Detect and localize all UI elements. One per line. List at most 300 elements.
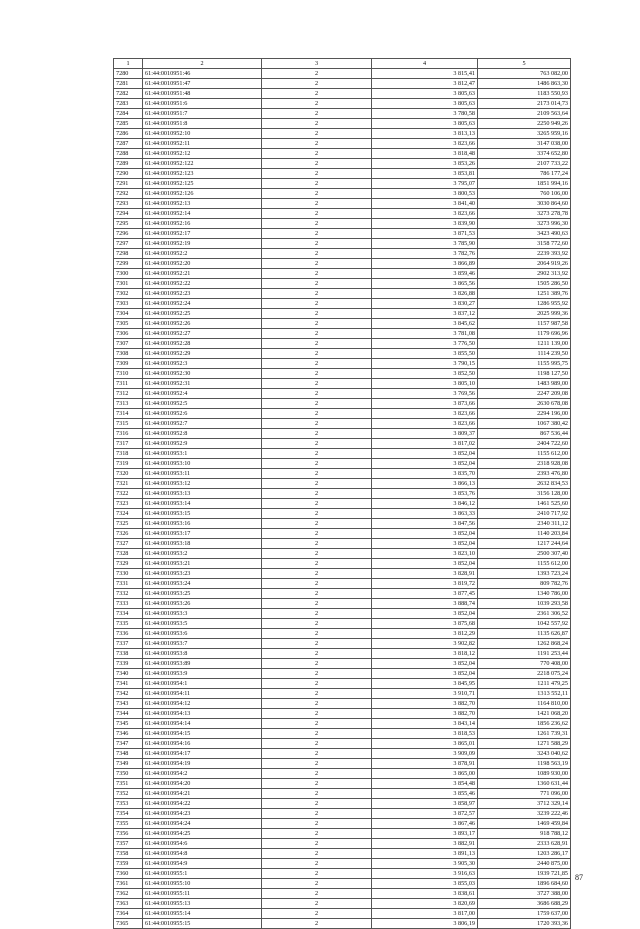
group-cell: 2 [262, 829, 372, 839]
table-row [114, 829, 571, 839]
cadastral-number-cell: 61:44:0010953:15 [143, 509, 262, 519]
group-cell: 2 [262, 409, 372, 419]
group-cell: 2 [262, 769, 372, 779]
table-row [114, 409, 571, 419]
cadastral-value-cell: 1720 393,36 [478, 919, 571, 929]
group-cell: 2 [262, 259, 372, 269]
cadastral-number-cell: 61:44:0010954:15 [143, 729, 262, 739]
group-cell: 2 [262, 709, 372, 719]
value-cell: 3 781,08 [372, 329, 478, 339]
group-cell: 2 [262, 779, 372, 789]
group-cell: 2 [262, 569, 372, 579]
group-cell: 2 [262, 839, 372, 849]
cadastral-number-cell: 61:44:0010952:4 [143, 389, 262, 399]
cadastral-number-cell: 61:44:0010951:7 [143, 109, 262, 119]
group-cell: 2 [262, 219, 372, 229]
table-row [114, 319, 571, 329]
cadastral-number-cell: 61:44:0010952:24 [143, 299, 262, 309]
cadastral-value-cell: 2404 722,60 [478, 439, 571, 449]
cadastral-number-cell: 61:44:0010952:21 [143, 269, 262, 279]
cadastral-value-cell: 1461 525,60 [478, 499, 571, 509]
table-row [114, 729, 571, 739]
cadastral-value-cell: 1483 989,00 [478, 379, 571, 389]
row-number-cell: 7364 [114, 909, 143, 919]
group-cell: 2 [262, 919, 372, 929]
group-cell: 2 [262, 809, 372, 819]
cadastral-number-cell: 61:44:0010952:26 [143, 319, 262, 329]
value-cell: 3 841,40 [372, 199, 478, 209]
group-cell: 2 [262, 889, 372, 899]
table-row [114, 849, 571, 859]
row-number-cell: 7331 [114, 579, 143, 589]
group-cell: 2 [262, 199, 372, 209]
cadastral-value-cell: 2247 209,08 [478, 389, 571, 399]
cadastral-value-cell: 3273 996,30 [478, 219, 571, 229]
cadastral-value-cell: 867 536,44 [478, 429, 571, 439]
cadastral-value-cell: 1203 286,17 [478, 849, 571, 859]
table-row [114, 579, 571, 589]
row-number-cell: 7328 [114, 549, 143, 559]
value-cell: 3 865,01 [372, 739, 478, 749]
cadastral-number-cell: 61:44:0010953:25 [143, 589, 262, 599]
group-cell: 2 [262, 449, 372, 459]
cadastral-number-cell: 61:44:0010952:10 [143, 129, 262, 139]
row-number-cell: 7338 [114, 649, 143, 659]
row-number-cell: 7285 [114, 119, 143, 129]
table-row [114, 439, 571, 449]
value-cell: 3 817,00 [372, 909, 478, 919]
table-row [114, 369, 571, 379]
cadastral-value-cell: 1067 380,42 [478, 419, 571, 429]
row-number-cell: 7308 [114, 349, 143, 359]
row-number-cell: 7335 [114, 619, 143, 629]
cadastral-value-cell: 1261 739,31 [478, 729, 571, 739]
table-row [114, 419, 571, 429]
value-cell: 3 823,66 [372, 209, 478, 219]
row-number-cell: 7322 [114, 489, 143, 499]
cadastral-value-cell: 3686 688,29 [478, 899, 571, 909]
row-number-cell: 7317 [114, 439, 143, 449]
cadastral-value-cell: 2025 999,36 [478, 309, 571, 319]
group-cell: 2 [262, 99, 372, 109]
cadastral-value-cell: 3156 128,00 [478, 489, 571, 499]
table-row [114, 749, 571, 759]
group-cell: 2 [262, 439, 372, 449]
cadastral-value-cell: 1505 286,50 [478, 279, 571, 289]
table-row [114, 509, 571, 519]
cadastral-value-cell: 1089 930,00 [478, 769, 571, 779]
row-number-cell: 7334 [114, 609, 143, 619]
value-cell: 3 905,30 [372, 859, 478, 869]
cadastral-value-cell: 3273 278,78 [478, 209, 571, 219]
page-number: 87 [575, 873, 583, 882]
cadastral-value-cell: 1286 955,92 [478, 299, 571, 309]
value-cell: 3 871,53 [372, 229, 478, 239]
table-row [114, 109, 571, 119]
value-cell: 3 815,41 [372, 69, 478, 79]
table-row [114, 799, 571, 809]
group-cell: 2 [262, 539, 372, 549]
row-number-cell: 7336 [114, 629, 143, 639]
table-row [114, 309, 571, 319]
row-number-cell: 7306 [114, 329, 143, 339]
table-row [114, 719, 571, 729]
value-cell: 3 852,04 [372, 449, 478, 459]
value-cell: 3 852,04 [372, 609, 478, 619]
table-row [114, 529, 571, 539]
table-row [114, 179, 571, 189]
cadastral-value-cell: 1217 244,64 [478, 539, 571, 549]
cadastral-value-cell: 1251 389,76 [478, 289, 571, 299]
row-number-cell: 7302 [114, 289, 143, 299]
cadastral-number-cell: 61:44:0010953:13 [143, 489, 262, 499]
value-cell: 3 910,71 [372, 689, 478, 699]
cadastral-number-cell: 61:44:0010953:2 [143, 549, 262, 559]
table-row [114, 219, 571, 229]
row-number-cell: 7343 [114, 699, 143, 709]
cadastral-value-cell: 2500 307,40 [478, 549, 571, 559]
table-row [114, 909, 571, 919]
value-cell: 3 878,91 [372, 759, 478, 769]
cadastral-number-cell: 61:44:0010954:24 [143, 819, 262, 829]
cadastral-value-cell: 2107 733,22 [478, 159, 571, 169]
row-number-cell: 7359 [114, 859, 143, 869]
row-number-cell: 7310 [114, 369, 143, 379]
cadastral-number-cell: 61:44:0010954:25 [143, 829, 262, 839]
table-row [114, 839, 571, 849]
group-cell: 2 [262, 759, 372, 769]
value-cell: 3 845,95 [372, 679, 478, 689]
cadastral-number-cell: 61:44:0010952:122 [143, 159, 262, 169]
value-cell: 3 805,63 [372, 99, 478, 109]
table-row [114, 759, 571, 769]
cadastral-value-cell: 2440 875,00 [478, 859, 571, 869]
cadastral-number-cell: 61:44:0010953:23 [143, 569, 262, 579]
value-cell: 3 852,04 [372, 669, 478, 679]
row-number-cell: 7342 [114, 689, 143, 699]
value-cell: 3 873,66 [372, 399, 478, 409]
cadastral-number-cell: 61:44:0010954:20 [143, 779, 262, 789]
row-number-cell: 7350 [114, 769, 143, 779]
cadastral-number-cell: 61:44:0010952:125 [143, 179, 262, 189]
table-row [114, 249, 571, 259]
cadastral-value-cell: 1759 637,00 [478, 909, 571, 919]
table-row [114, 189, 571, 199]
table-row [114, 899, 571, 909]
table-row [114, 429, 571, 439]
table-row [114, 689, 571, 699]
cadastral-number-cell: 61:44:0010955:10 [143, 879, 262, 889]
cadastral-value-cell: 3239 222,46 [478, 809, 571, 819]
group-cell: 2 [262, 359, 372, 369]
row-number-cell: 7332 [114, 589, 143, 599]
table-row [114, 489, 571, 499]
value-cell: 3 835,70 [372, 469, 478, 479]
cadastral-number-cell: 61:44:0010951:48 [143, 89, 262, 99]
row-number-cell: 7319 [114, 459, 143, 469]
row-number-cell: 7292 [114, 189, 143, 199]
cadastral-number-cell: 61:44:0010952:17 [143, 229, 262, 239]
table-row [114, 449, 571, 459]
value-cell: 3 853,81 [372, 169, 478, 179]
value-cell: 3 780,58 [372, 109, 478, 119]
cadastral-number-cell: 61:44:0010954:2 [143, 769, 262, 779]
cadastral-number-cell: 61:44:0010952:126 [143, 189, 262, 199]
cadastral-value-cell: 2361 306,52 [478, 609, 571, 619]
row-number-cell: 7304 [114, 309, 143, 319]
group-cell: 2 [262, 229, 372, 239]
group-cell: 2 [262, 609, 372, 619]
value-cell: 3 805,63 [372, 89, 478, 99]
group-cell: 2 [262, 389, 372, 399]
value-cell: 3 776,50 [372, 339, 478, 349]
cadastral-value-cell: 763 082,00 [478, 69, 571, 79]
table-row [114, 589, 571, 599]
column-header: 4 [372, 59, 478, 69]
table-row [114, 629, 571, 639]
row-number-cell: 7347 [114, 739, 143, 749]
group-cell: 2 [262, 749, 372, 759]
value-cell: 3 875,68 [372, 619, 478, 629]
table-row [114, 889, 571, 899]
row-number-cell: 7324 [114, 509, 143, 519]
value-cell: 3 877,45 [372, 589, 478, 599]
group-cell: 2 [262, 529, 372, 539]
cadastral-value-cell: 3265 959,16 [478, 129, 571, 139]
row-number-cell: 7283 [114, 99, 143, 109]
group-cell: 2 [262, 909, 372, 919]
table-row [114, 819, 571, 829]
cadastral-value-cell: 2632 834,53 [478, 479, 571, 489]
cadastral-value-cell: 2340 311,12 [478, 519, 571, 529]
cadastral-number-cell: 61:44:0010952:29 [143, 349, 262, 359]
cadastral-number-cell: 61:44:0010953:12 [143, 479, 262, 489]
row-number-cell: 7344 [114, 709, 143, 719]
row-number-cell: 7312 [114, 389, 143, 399]
cadastral-number-cell: 61:44:0010953:17 [143, 529, 262, 539]
row-number-cell: 7315 [114, 419, 143, 429]
cadastral-value-cell: 3727 388,00 [478, 889, 571, 899]
group-cell: 2 [262, 879, 372, 889]
value-cell: 3 817,02 [372, 439, 478, 449]
group-cell: 2 [262, 239, 372, 249]
table-row [114, 809, 571, 819]
table-row [114, 349, 571, 359]
group-cell: 2 [262, 179, 372, 189]
cadastral-number-cell: 61:44:0010955:15 [143, 919, 262, 929]
value-cell: 3 782,76 [372, 249, 478, 259]
table-row [114, 609, 571, 619]
group-cell: 2 [262, 69, 372, 79]
table-row [114, 99, 571, 109]
cadastral-number-cell: 61:44:0010951:8 [143, 119, 262, 129]
cadastral-value-cell: 1140 203,84 [478, 529, 571, 539]
row-number-cell: 7346 [114, 729, 143, 739]
cadastral-number-cell: 61:44:0010954:17 [143, 749, 262, 759]
cadastral-number-cell: 61:44:0010953:6 [143, 629, 262, 639]
cadastral-value-cell: 2630 678,08 [478, 399, 571, 409]
cadastral-value-cell: 3030 864,60 [478, 199, 571, 209]
table-row [114, 779, 571, 789]
value-cell: 3 837,12 [372, 309, 478, 319]
cadastral-value-cell: 1896 684,60 [478, 879, 571, 889]
group-cell: 2 [262, 79, 372, 89]
row-number-cell: 7326 [114, 529, 143, 539]
column-header: 3 [262, 59, 372, 69]
cadastral-number-cell: 61:44:0010951:46 [143, 69, 262, 79]
table-row [114, 519, 571, 529]
cadastral-number-cell: 61:44:0010953:14 [143, 499, 262, 509]
value-cell: 3 845,62 [372, 319, 478, 329]
row-number-cell: 7290 [114, 169, 143, 179]
value-cell: 3 820,69 [372, 899, 478, 909]
cadastral-value-cell: 771 096,00 [478, 789, 571, 799]
group-cell: 2 [262, 399, 372, 409]
row-number-cell: 7327 [114, 539, 143, 549]
cadastral-number-cell: 61:44:0010952:11 [143, 139, 262, 149]
cadastral-value-cell: 1421 068,20 [478, 709, 571, 719]
table-row [114, 229, 571, 239]
value-cell: 3 809,37 [372, 429, 478, 439]
group-cell: 2 [262, 159, 372, 169]
cadastral-number-cell: 61:44:0010952:20 [143, 259, 262, 269]
row-number-cell: 7281 [114, 79, 143, 89]
group-cell: 2 [262, 329, 372, 339]
cadastral-value-cell: 3423 490,63 [478, 229, 571, 239]
group-cell: 2 [262, 589, 372, 599]
group-cell: 2 [262, 459, 372, 469]
cadastral-value-cell: 1114 239,50 [478, 349, 571, 359]
cadastral-value-cell: 1183 550,93 [478, 89, 571, 99]
value-cell: 3 839,90 [372, 219, 478, 229]
table-row [114, 69, 571, 79]
column-header: 5 [478, 59, 571, 69]
table-row [114, 169, 571, 179]
group-cell: 2 [262, 689, 372, 699]
table-row [114, 599, 571, 609]
group-cell: 2 [262, 89, 372, 99]
value-cell: 3 823,66 [372, 409, 478, 419]
row-number-cell: 7282 [114, 89, 143, 99]
cadastral-value-cell: 1262 868,24 [478, 639, 571, 649]
table-header-row [114, 59, 571, 69]
cadastral-value-cell: 1271 588,29 [478, 739, 571, 749]
row-number-cell: 7355 [114, 819, 143, 829]
value-cell: 3 893,17 [372, 829, 478, 839]
cadastral-number-cell: 61:44:0010952:7 [143, 419, 262, 429]
column-header: 1 [114, 59, 143, 69]
row-number-cell: 7363 [114, 899, 143, 909]
group-cell: 2 [262, 349, 372, 359]
row-number-cell: 7330 [114, 569, 143, 579]
group-cell: 2 [262, 649, 372, 659]
table-row [114, 469, 571, 479]
cadastral-number-cell: 61:44:0010952:22 [143, 279, 262, 289]
group-cell: 2 [262, 489, 372, 499]
group-cell: 2 [262, 899, 372, 909]
table-row [114, 499, 571, 509]
group-cell: 2 [262, 279, 372, 289]
row-number-cell: 7300 [114, 269, 143, 279]
cadastral-number-cell: 61:44:0010954:6 [143, 839, 262, 849]
row-number-cell: 7356 [114, 829, 143, 839]
group-cell: 2 [262, 669, 372, 679]
value-cell: 3 769,56 [372, 389, 478, 399]
group-cell: 2 [262, 129, 372, 139]
value-cell: 3 853,76 [372, 489, 478, 499]
group-cell: 2 [262, 419, 372, 429]
value-cell: 3 909,09 [372, 749, 478, 759]
group-cell: 2 [262, 599, 372, 609]
table-row [114, 649, 571, 659]
table-row [114, 279, 571, 289]
value-cell: 3 855,50 [372, 349, 478, 359]
row-number-cell: 7323 [114, 499, 143, 509]
cadastral-number-cell: 61:44:0010952:14 [143, 209, 262, 219]
cadastral-number-cell: 61:44:0010952:23 [143, 289, 262, 299]
value-cell: 3 846,12 [372, 499, 478, 509]
cadastral-number-cell: 61:44:0010952:31 [143, 379, 262, 389]
cadastral-value-cell: 2294 196,00 [478, 409, 571, 419]
value-cell: 3 805,63 [372, 119, 478, 129]
table-row [114, 679, 571, 689]
table-row [114, 359, 571, 369]
value-cell: 3 843,14 [372, 719, 478, 729]
cadastral-number-cell: 61:44:0010953:18 [143, 539, 262, 549]
group-cell: 2 [262, 579, 372, 589]
cadastral-value-cell: 1155 995,75 [478, 359, 571, 369]
cadastral-value-cell: 1198 127,50 [478, 369, 571, 379]
table-row [114, 329, 571, 339]
cadastral-number-cell: 61:44:0010954:23 [143, 809, 262, 819]
group-cell: 2 [262, 729, 372, 739]
row-number-cell: 7280 [114, 69, 143, 79]
row-number-cell: 7333 [114, 599, 143, 609]
cadastral-value-cell: 1042 557,92 [478, 619, 571, 629]
cadastral-value-cell: 809 782,76 [478, 579, 571, 589]
cadastral-number-cell: 61:44:0010954:11 [143, 689, 262, 699]
cadastral-value-cell: 1039 293,58 [478, 599, 571, 609]
table-row [114, 789, 571, 799]
cadastral-number-cell: 61:44:0010952:19 [143, 239, 262, 249]
cadastral-value-cell: 2173 014,73 [478, 99, 571, 109]
cadastral-number-cell: 61:44:0010954:1 [143, 679, 262, 689]
group-cell: 2 [262, 869, 372, 879]
value-cell: 3 823,66 [372, 139, 478, 149]
group-cell: 2 [262, 659, 372, 669]
cadastral-number-cell: 61:44:0010953:24 [143, 579, 262, 589]
table-row [114, 339, 571, 349]
row-number-cell: 7318 [114, 449, 143, 459]
row-number-cell: 7340 [114, 669, 143, 679]
cadastral-number-cell: 61:44:0010955:14 [143, 909, 262, 919]
cadastral-value-cell: 1340 786,00 [478, 589, 571, 599]
value-cell: 3 872,57 [372, 809, 478, 819]
group-cell: 2 [262, 799, 372, 809]
value-cell: 3 812,29 [372, 629, 478, 639]
cadastral-number-cell: 61:44:0010952:123 [143, 169, 262, 179]
cadastral-value-cell: 3243 040,62 [478, 749, 571, 759]
cadastral-number-cell: 61:44:0010952:28 [143, 339, 262, 349]
cadastral-value-cell: 1164 810,00 [478, 699, 571, 709]
value-cell: 3 830,27 [372, 299, 478, 309]
value-cell: 3 819,72 [372, 579, 478, 589]
cadastral-value-cell: 2393 476,80 [478, 469, 571, 479]
table-row [114, 269, 571, 279]
value-cell: 3 800,53 [372, 189, 478, 199]
value-cell: 3 826,88 [372, 289, 478, 299]
row-number-cell: 7339 [114, 659, 143, 669]
